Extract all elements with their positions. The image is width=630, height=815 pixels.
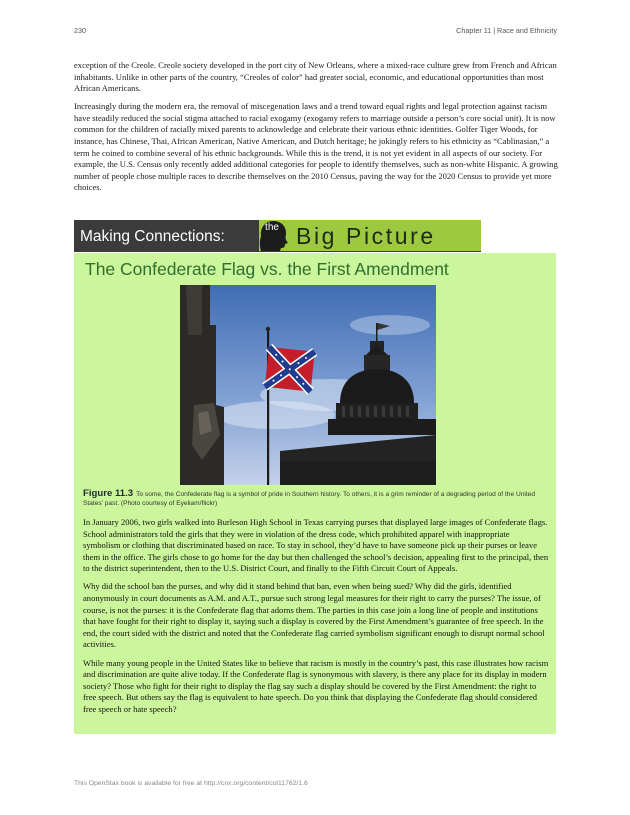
page-footer: This OpenStax book is available for free at http://cnx.org/content/col11762/1.6 xyxy=(74,780,308,787)
figure-label: Figure 11.3 xyxy=(83,488,134,499)
chapter-header: Chapter 11 | Race and Ethnicity xyxy=(456,26,557,35)
figure-caption xyxy=(83,489,551,509)
intro-text xyxy=(74,60,558,201)
page-number: 230 xyxy=(74,26,86,35)
making-connections-banner xyxy=(74,220,481,251)
intro-paragraph: Increasingly during the modern era, the removal of miscegenation laws and a trend toward equal rights and legal protection against racism have steadily reduced the social stigma attached to racial exogamy (exogamy refers to marriage outside a person’s core social unit). It is now common for the children of racially mixed parents to acknowledge and celebrate their various ethnic identities. Golfer Tiger Woods, for instance, has Chinese, Thai, African American, Native American, and Dutch heritage; he jokingly refers to his ethnicity as “Cablinasian,” a term he coined to combine several of his ethnic backgrounds. While this is the trend, it is not yet evident in all aspects of our society. For example, the U.S. Census only recently added additional categories for people to identify themselves, such as non-white Hispanic. A growing number of people chose multiple races to describe themselves on the 2010 Census, paving the way for the 2020 Census to provide yet more choices. xyxy=(74,101,558,193)
figure-caption-text: To some, the Confederate flag is a symbol of pride in Southern history. To others, it is a grim reminder of a degrading period of the United States’ past. (Photo courtesy of Eyeliam/flickr) xyxy=(83,491,536,508)
intro-paragraph: exception of the Creole. Creole society developed in the port city of New Orleans, where a mixed-race culture grew from French and African inhabitants. Unlike in other parts of the country, “Creoles of color” had greater social, economic, and educational opportunities than most African Americans. xyxy=(74,60,557,94)
feature-paragraph: Why did the school ban the purses, and why did it stand behind that ban, even when being sued? Why did the girls, identified anonymously in court documents as A.M. and A.T., pursue such strong legal measures for their right to carry the purses? The issue, of course, is not the purses: it is the Confederate flag that adorns them. The parties in this case join a long line of people and institutions that have fought for their right to display it, saying such a display is covered by the First Amendment’s guarantee of free speech. In the end, the court sided with the district and noted that the Confederate flag carried symbolism significant enough to disrupt normal school activities. xyxy=(83,581,545,650)
confederate-flag-photo xyxy=(180,285,436,485)
feature-body xyxy=(83,517,549,722)
banner-big-picture: Big Picture xyxy=(296,223,436,249)
feature-paragraph: In January 2006, two girls walked into Burleson High School in Texas carrying purses that displayed large images of Confederate flags. School administrators told the girls that they were in violation of the dress code, which prohibited apparel with inappropriate symbolism or clothing that discriminated based on race. To stay in school, they’d have to have someone pick up their purses or leave them in the office. The girls chose to go home for the day but then challenged the school’s decision, appealing first to the principal, then to the district superintendent, then to the U.S. District Court, and finally to the Fifth Circuit Court of Appeals. xyxy=(83,517,549,574)
feature-paragraph: While many young people in the United States like to believe that racism is mostly in the country’s past, this case illustrates how racism and discrimination are quite alive today. If the Confederate flag is synonymous with slavery, is there any place for its display in modern society? Those who fight for their right to display the flag say such a display should be covered by the First Amendment: the right to free speech. But others say the flag is equivalent to hate speech. Do you think that displaying the Confederate flag should considered free speech or hate speech? xyxy=(83,657,549,714)
feature-title: The Confederate Flag vs. the First Amendment xyxy=(85,259,449,279)
banner-label: Making Connections: xyxy=(80,228,225,245)
feature-box xyxy=(74,253,556,734)
banner-the: the xyxy=(265,222,279,233)
banner-underline xyxy=(74,251,481,252)
